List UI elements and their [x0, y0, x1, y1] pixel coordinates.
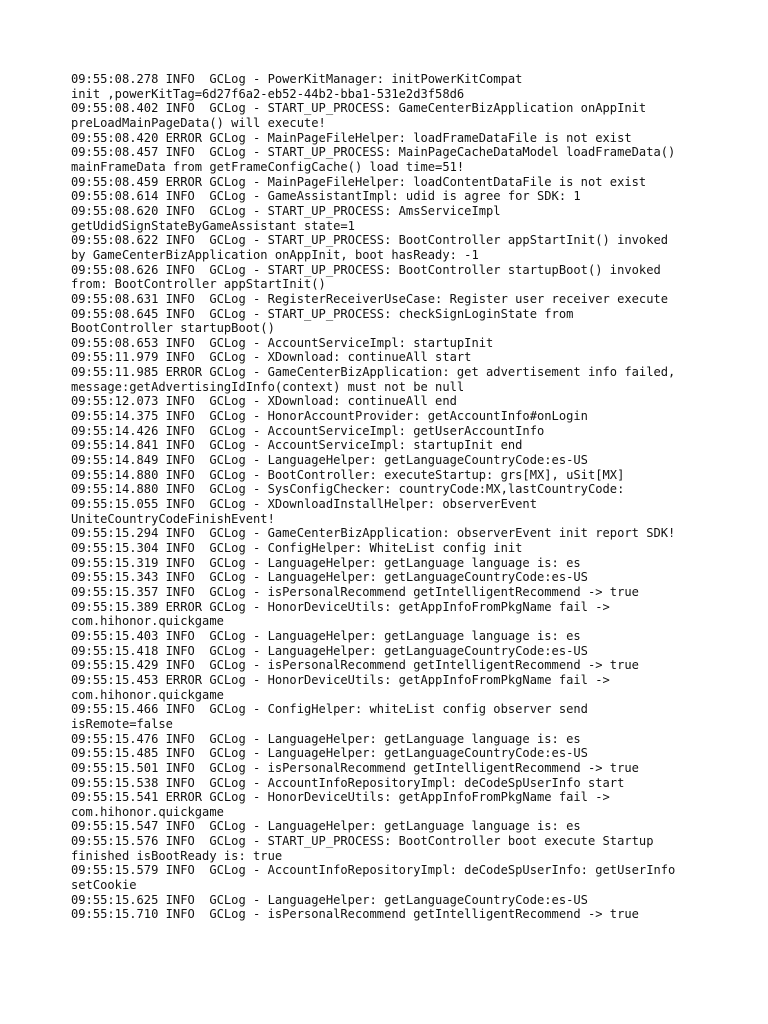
log-line: by GameCenterBizApplication onAppInit, boot hasReady: -1: [71, 247, 479, 262]
log-line: 09:55:14.849 INFO GCLog - LanguageHelper: getLanguageCountryCode:es-US: [71, 453, 588, 468]
log-line: 09:55:15.453 ERROR GCLog - HonorDeviceUtils: getAppInfoFromPkgName fail ->: [71, 672, 610, 687]
log-line: 09:55:08.278 INFO GCLog - PowerKitManager: initPowerKitCompat: [71, 72, 523, 86]
log-line: 09:55:15.485 INFO GCLog - LanguageHelper: getLanguageCountryCode:es-US: [71, 746, 588, 761]
log-line: 09:55:14.880 INFO GCLog - BootController: executeStartup: grs[MX], uSit[MX]: [71, 467, 625, 482]
log-line: 09:55:15.343 INFO GCLog - LanguageHelper: getLanguageCountryCode:es-US: [71, 570, 588, 585]
log-line: 09:55:15.576 INFO GCLog - START_UP_PROCESS: BootController boot execute Startup: [71, 834, 654, 849]
log-line: 09:55:11.979 INFO GCLog - XDownload: continueAll start: [71, 350, 472, 365]
log-line: 09:55:15.294 INFO GCLog - GameCenterBizApplication: observerEvent init report SDK!: [71, 526, 676, 541]
log-line: 09:55:15.055 INFO GCLog - XDownloadInstallHelper: observerEvent: [71, 497, 537, 512]
log-line: 09:55:15.501 INFO GCLog - isPersonalRecommend getIntelligentRecommend -> true: [71, 760, 639, 775]
log-line: 09:55:15.579 INFO GCLog - AccountInfoRepositoryImpl: deCodeSpUserInfo: getUserInfo: [71, 863, 676, 878]
log-line: isRemote=false: [71, 716, 173, 731]
log-line: 09:55:15.389 ERROR GCLog - HonorDeviceUtils: getAppInfoFromPkgName fail ->: [71, 599, 610, 614]
log-document: [71, 72, 711, 922]
log-line: 09:55:15.476 INFO GCLog - LanguageHelper: getLanguage language is: es: [71, 731, 581, 746]
log-line: 09:55:15.710 INFO GCLog - isPersonalRecommend getIntelligentRecommend -> true: [71, 907, 639, 922]
log-line: 09:55:08.420 ERROR GCLog - MainPageFileHelper: loadFrameDataFile is not exist: [71, 130, 632, 145]
log-line: 09:55:15.403 INFO GCLog - LanguageHelper: getLanguage language is: es: [71, 628, 581, 643]
log-line: com.hihonor.quickgame: [71, 804, 224, 819]
log-line: 09:55:14.426 INFO GCLog - AccountServiceImpl: getUserAccountInfo: [71, 423, 545, 438]
log-line: 09:55:15.625 INFO GCLog - LanguageHelper: getLanguageCountryCode:es-US: [71, 892, 588, 907]
log-line: 09:55:08.459 ERROR GCLog - MainPageFileHelper: loadContentDataFile is not exist: [71, 174, 647, 189]
log-line: 09:55:08.620 INFO GCLog - START_UP_PROCESS: AmsServiceImpl: [71, 203, 501, 218]
log-line: init ,powerKitTag=6d27f6a2-eb52-44b2-bba1-531e2d3f58d6: [71, 86, 465, 101]
log-line: setCookie: [71, 878, 137, 893]
log-line: getUdidSignStateByGameAssistant state=1: [71, 218, 355, 233]
log-line: 09:55:15.466 INFO GCLog - ConfigHelper: whiteList config observer send: [71, 702, 588, 717]
log-line: 09:55:11.985 ERROR GCLog - GameCenterBizApplication: get advertisement info failed,: [71, 365, 676, 380]
log-line: UniteCountryCodeFinishEvent!: [71, 511, 275, 526]
log-line: 09:55:15.304 INFO GCLog - ConfigHelper: WhiteList config init: [71, 541, 523, 555]
log-line: 09:55:14.841 INFO GCLog - AccountServiceImpl: startupInit end: [71, 438, 523, 453]
log-line: 09:55:15.541 ERROR GCLog - HonorDeviceUtils: getAppInfoFromPkgName fail ->: [71, 790, 610, 805]
log-line: com.hihonor.quickgame: [71, 687, 224, 702]
log-line: 09:55:08.645 INFO GCLog - START_UP_PROCESS: checkSignLoginState from: [71, 306, 574, 321]
log-line: 09:55:15.547 INFO GCLog - LanguageHelper: getLanguage language is: es: [71, 819, 581, 834]
log-line: 09:55:08.457 INFO GCLog - START_UP_PROCESS: MainPageCacheDataModel loadFrameData(): [71, 145, 676, 160]
log-line: mainFrameData from getFrameConfigCache() load time=51!: [71, 159, 465, 174]
log-line: 09:55:15.418 INFO GCLog - LanguageHelper: getLanguageCountryCode:es-US: [71, 643, 588, 658]
log-line: 09:55:08.622 INFO GCLog - START_UP_PROCESS: BootController appStartInit() invoked: [71, 233, 669, 248]
log-line: from: BootController appStartInit(): [71, 277, 326, 292]
log-line: 09:55:08.402 INFO GCLog - START_UP_PROCESS: GameCenterBizApplication onAppInit: [71, 101, 647, 116]
log-line: 09:55:08.631 INFO GCLog - RegisterReceiverUseCase: Register user receiver execute: [71, 291, 669, 306]
log-line: 09:55:15.538 INFO GCLog - AccountInfoRepositoryImpl: deCodeSpUserInfo start: [71, 775, 625, 790]
log-line: 09:55:15.357 INFO GCLog - isPersonalRecommend getIntelligentRecommend -> true: [71, 584, 639, 599]
log-line: 09:55:14.880 INFO GCLog - SysConfigChecker: countryCode:MX,lastCountryCode:: [71, 482, 625, 497]
log-line: 09:55:15.319 INFO GCLog - LanguageHelper: getLanguage language is: es: [71, 555, 581, 570]
log-line: preLoadMainPageData() will execute!: [71, 115, 326, 130]
log-line: message:getAdvertisingIdInfo(context) must not be null: [71, 379, 465, 394]
log-line: 09:55:15.429 INFO GCLog - isPersonalRecommend getIntelligentRecommend -> true: [71, 658, 639, 673]
log-line: com.hihonor.quickgame: [71, 614, 224, 629]
log-line: 09:55:08.626 INFO GCLog - START_UP_PROCESS: BootController startupBoot() invoked: [71, 262, 661, 277]
log-line: 09:55:14.375 INFO GCLog - HonorAccountProvider: getAccountInfo#onLogin: [71, 409, 588, 424]
log-line: 09:55:08.653 INFO GCLog - AccountServiceImpl: startupInit: [71, 335, 494, 350]
log-line: finished isBootReady is: true: [71, 848, 283, 863]
log-line: 09:55:12.073 INFO GCLog - XDownload: continueAll end: [71, 394, 457, 409]
log-line: BootController startupBoot(): [71, 321, 275, 336]
log-line: 09:55:08.614 INFO GCLog - GameAssistantImpl: udid is agree for SDK: 1: [71, 189, 581, 204]
